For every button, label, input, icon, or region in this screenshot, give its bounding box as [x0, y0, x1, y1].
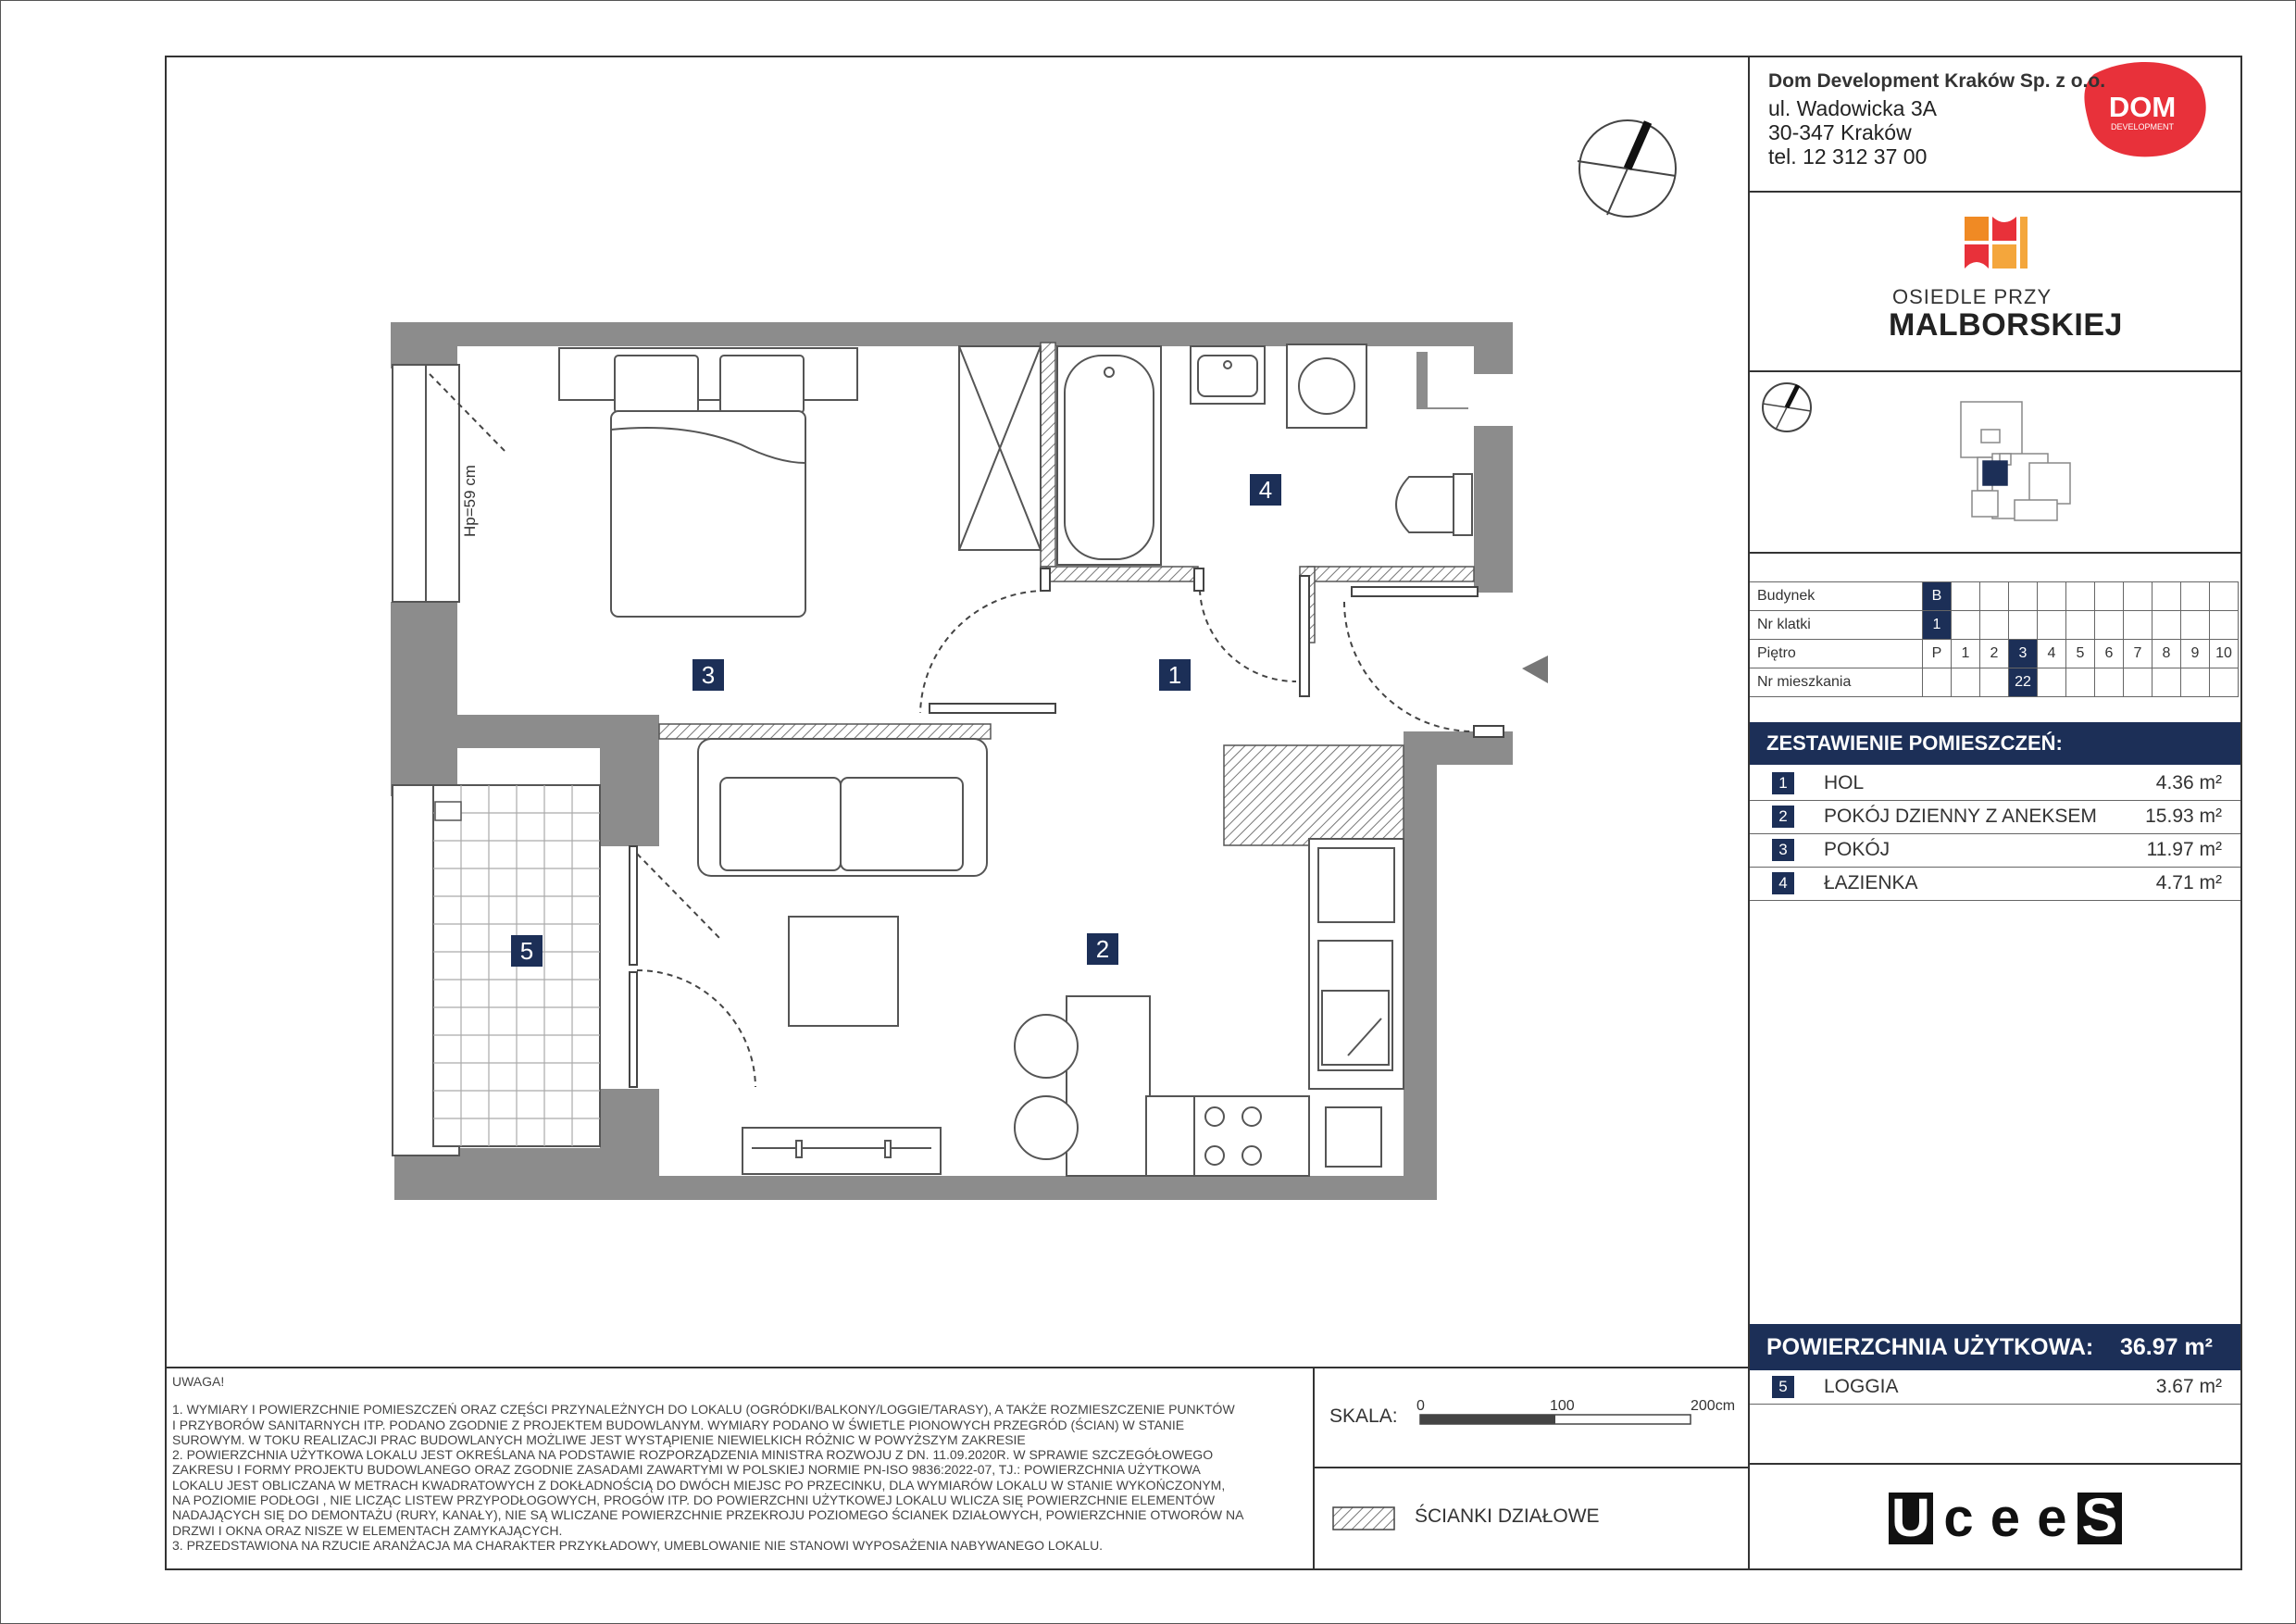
- loggia-row: [1750, 1370, 2240, 1405]
- note-line: SUROWYM. W TOKU REALIZACJI PRAC BUDOWLANYCH MOŻLIWE JEST WYSTĄPIENIE NIEWIELKICH RÓŻNIC W POWYŻSZYM ZAKRESIE: [172, 1431, 1026, 1447]
- note-line: 3. PRZEDSTAWIONA NA RZUCIE ARANŻACJA MA CHARAKTER PRZYKŁADOWY, UMEBLOWANIE NIE STANOWI WYPOSAŻENIA NABYWANEGO LOKALU.: [172, 1537, 1104, 1553]
- room-area: 15.93 m²: [2145, 806, 2222, 827]
- floor-cell: 9: [2181, 640, 2210, 668]
- apartment-row: [1750, 668, 2239, 697]
- room-row: [1750, 833, 2240, 868]
- sofa: [698, 739, 987, 876]
- floor-cell: 5: [2066, 640, 2095, 668]
- floor-cell: 4: [2038, 640, 2066, 668]
- room-name: LOGGIA: [1824, 1376, 1899, 1397]
- stair-value: 1: [1923, 611, 1952, 640]
- floor-cell: 6: [2095, 640, 2124, 668]
- room-number-badge: 1: [1772, 772, 1794, 794]
- company-phone: tel. 12 312 37 00: [1768, 144, 1928, 169]
- floor-cell: 7: [2124, 640, 2152, 668]
- dom-logo-subtext: DEVELOPMENT: [2110, 122, 2174, 131]
- project-name-line2: MALBORSKIEJ: [1889, 307, 2123, 343]
- room-number-badge: 4: [1772, 872, 1794, 894]
- apartment-info-table: [1750, 581, 2239, 697]
- stair-label: Nr klatki: [1750, 611, 1923, 640]
- divider: [1748, 1463, 2242, 1465]
- room-area: 3.67 m²: [2155, 1376, 2222, 1397]
- company-name: Dom Development Kraków Sp. z o.o.: [1768, 70, 2106, 92]
- company-city: 30-347 Kraków: [1768, 120, 1912, 144]
- room-label-loggia: 5: [511, 935, 543, 967]
- scale-tick-100: 100: [1550, 1398, 1575, 1414]
- divider: [1748, 370, 2242, 372]
- building-value: B: [1923, 582, 1952, 611]
- room-name: ŁAZIENKA: [1824, 872, 1918, 893]
- room-name: POKÓJ: [1824, 839, 1890, 860]
- room-row: [1750, 767, 2240, 801]
- room-number-badge: 2: [1772, 806, 1794, 828]
- divider: [1313, 1467, 1750, 1468]
- building-key-plan: [1961, 402, 2070, 520]
- uceeS-letter: c: [1943, 1488, 1974, 1548]
- room-area: 4.71 m²: [2155, 872, 2222, 893]
- partition-wall-legend-swatch: [1333, 1507, 1394, 1530]
- note-line: DRZWI I OKNA ORAZ NISZE W ELEMENTACH ZAMYKAJĄCYCH.: [172, 1522, 563, 1538]
- floor-cell: 1: [1952, 640, 1980, 668]
- room-row: [1750, 867, 2240, 901]
- north-arrow-icon: [1578, 120, 1676, 217]
- apartment-label: Nr mieszkania: [1750, 668, 1923, 697]
- room-label-bedroom: 3: [693, 659, 724, 691]
- room-number-badge: 5: [1772, 1376, 1794, 1398]
- floor-cell-selected: 3: [2009, 640, 2038, 668]
- room-label-living: 2: [1087, 933, 1118, 965]
- divider: [1748, 191, 2242, 193]
- rooms-summary-header: ZESTAWIENIE POMIESZCZEŃ:: [1750, 722, 2240, 765]
- note-line: I PRZYBORÓW SANITARNYCH ITP. PODANO ZGODNIE Z PROJEKTEM BUDOWLANYM. WYMIARY PODANO W ŚWIETLE PIONOWYCH PRZEGRÓD (ŚCIAN) W STANIE: [172, 1417, 1185, 1432]
- scale-label: SKALA:: [1329, 1405, 1398, 1427]
- project-logo-icon: [1965, 217, 2028, 269]
- uceeS-logo: [1889, 1488, 2122, 1548]
- room-area: 4.36 m²: [2155, 772, 2222, 793]
- scale-tick-0: 0: [1416, 1398, 1425, 1414]
- room-name: POKÓJ DZIENNY Z ANEKSEM: [1824, 806, 2097, 827]
- note-line: LOKALU JEST OBLICZANA W METRACH KWADRATOWYCH Z DOKŁADNOŚCIĄ DO DWÓCH MIEJSC PO PRZECINKU, DLA WYMIARÓW LOKALU W STANIE WYKOŃCZONYM,: [172, 1477, 1226, 1493]
- floor-cell: 8: [2152, 640, 2181, 668]
- entrance-arrow-icon: [1522, 656, 1548, 683]
- room-number-badge: 3: [1772, 839, 1794, 861]
- divider: [1313, 1367, 1315, 1570]
- project-name-line1: OSIEDLE PRZY: [1892, 285, 2053, 308]
- window-height-note: Hp=59 cm: [461, 465, 479, 537]
- floor-cell: 10: [2210, 640, 2239, 668]
- scale-tick-200: 200cm: [1691, 1398, 1736, 1414]
- room-row: [1750, 800, 2240, 834]
- stair-row: [1750, 611, 2239, 640]
- notes-divider: [165, 1367, 1750, 1368]
- uceeS-letter: e: [1990, 1488, 2021, 1548]
- floor-cell: P: [1923, 640, 1952, 668]
- uceeS-letter: U: [1889, 1493, 1933, 1544]
- total-area-value: 36.97 m²: [2119, 1334, 2213, 1360]
- bathtub: [1057, 346, 1161, 565]
- building-row: [1750, 582, 2239, 611]
- scale-bar: [1420, 1415, 1691, 1424]
- room-label-bathroom: 4: [1250, 474, 1281, 506]
- room-area: 11.97 m²: [2146, 839, 2222, 860]
- uceeS-letter: e: [2037, 1488, 2067, 1548]
- total-area-bar: [1750, 1324, 2240, 1370]
- building-label: Budynek: [1750, 582, 1923, 611]
- wardrobe: [959, 346, 1041, 550]
- note-line: NA POZIOMIE PODŁOGI , NIE LICZĄC LISTEW PRZYPODŁOGOWYCH, PROGÓW ITP. DO POWIERZCHNI UŻYTKOWEJ LOKALU WLICZA SIĘ POWIERZCHNIE ELEMENTÓW: [172, 1493, 1216, 1508]
- floor-row: [1750, 640, 2239, 668]
- apartment-value: 22: [2009, 668, 2038, 697]
- partition-wall-legend-label: ŚCIANKI DZIAŁOWE: [1415, 1505, 1600, 1527]
- note-line: 2. POWIERZCHNIA UŻYTKOWA LOKALU JEST OKREŚLANA NA PODSTAWIE ROZPORZĄDZENIA MINISTRA ROZWOJU Z DN. 11.09.2020R. W SPRAWIE SZCZEGÓŁOWEGO: [172, 1447, 1214, 1463]
- floor-label: Piętro: [1750, 640, 1923, 668]
- small-north-arrow-icon: [1763, 383, 1811, 431]
- note-line: ZAKRESU I FORMY PROJEKTU BUDOWLANEGO ORAZ ZGODNIE ZASADAMI ZAWARTYMI W POLSKIEJ NORMIE PN-ISO 9836:2022-07, TJ.: POWIERZCHNIA UŻYTKOWA: [172, 1462, 1201, 1478]
- room-name: HOL: [1824, 772, 1865, 793]
- uceeS-letter: S: [2078, 1493, 2122, 1544]
- note-line: 1. WYMIARY I POWIERZCHNIE POMIESZCZEŃ ORAZ CZĘŚCI PRZYNALEŻNYCH DO LOKALU (OGRÓDKI/BALKONY/LOGGIE/TARASY), A TAKŻE ROZMIESZCZENIE PUNKTÓW: [172, 1402, 1235, 1418]
- bed: [559, 348, 857, 617]
- dom-logo-text: DOM: [2108, 91, 2177, 123]
- note-line: NADAJĄCYCH SIĘ DO DEMONTAŻU (RURY, KANAŁY), NIE SĄ WLICZANE POWIERZCHNIE PRZEKROJU POZIOMEGO ŚCIANEK DZIAŁOWYCH, POWIERZCHNIE OTWORÓW NA: [172, 1507, 1244, 1523]
- floor-cell: 2: [1980, 640, 2009, 668]
- kitchen: [1146, 839, 1404, 1176]
- company-street: ul. Wadowicka 3A: [1768, 96, 1937, 120]
- notes-title: UWAGA!: [172, 1374, 225, 1389]
- total-area-label: POWIERZCHNIA UŻYTKOWA:: [1766, 1334, 2094, 1360]
- divider: [1748, 552, 2242, 554]
- room-label-hol: 1: [1159, 659, 1191, 691]
- notes-block: [172, 1374, 1292, 1553]
